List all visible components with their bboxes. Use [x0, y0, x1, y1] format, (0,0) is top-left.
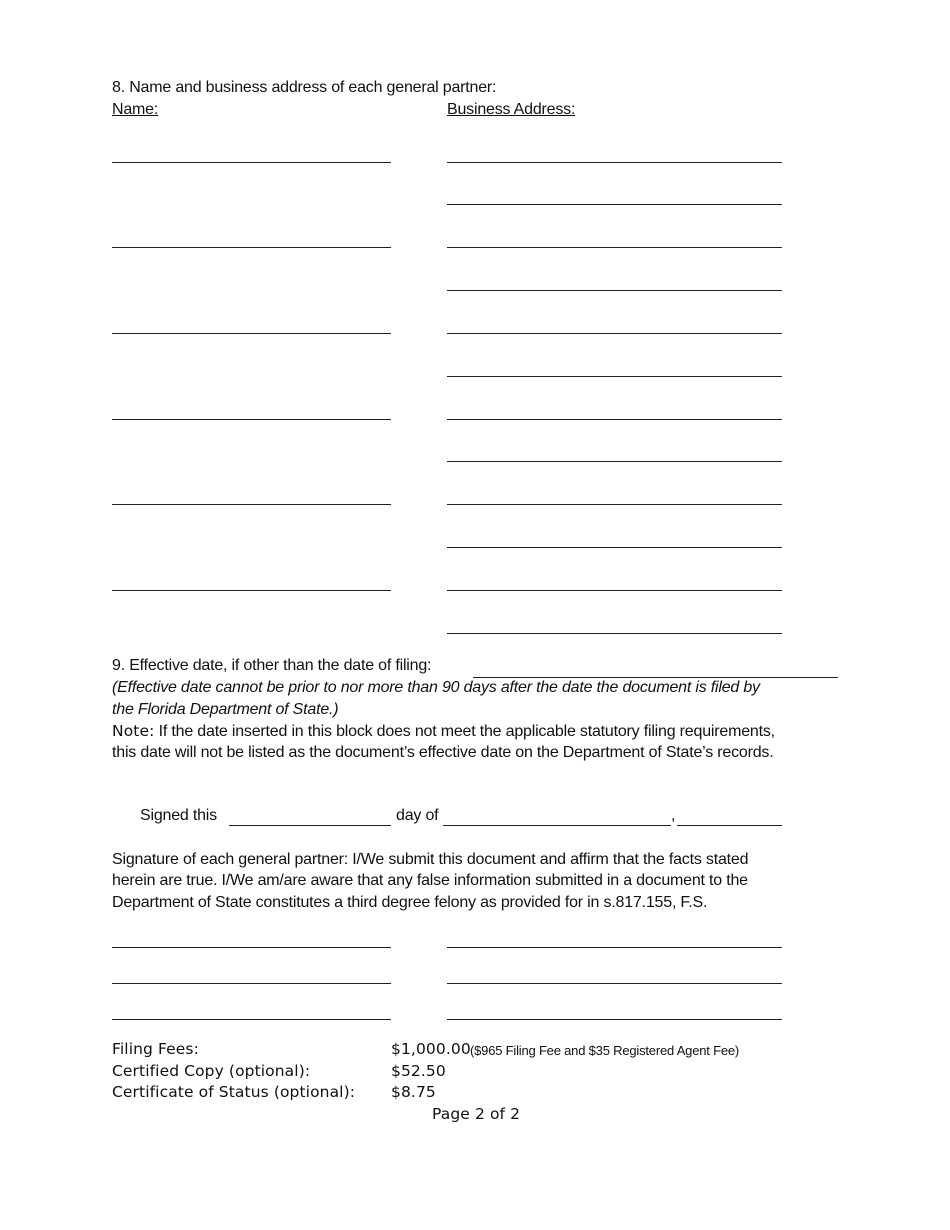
- signature-field-3[interactable]: [112, 983, 391, 984]
- partner-name-field-2[interactable]: [112, 247, 391, 248]
- effective-date-rule-line-2: the Florida Department of State.): [112, 701, 339, 718]
- partner-name-field-6[interactable]: [112, 590, 391, 591]
- effective-date-rule-line-1: (Effective date cannot be prior to nor more than 90 days after the date the document is filed by: [112, 679, 760, 696]
- partner-address-field-1a[interactable]: [447, 162, 782, 163]
- partner-name-field-4[interactable]: [112, 419, 391, 420]
- signed-day-field[interactable]: [229, 825, 391, 826]
- partner-address-field-4a[interactable]: [447, 419, 782, 420]
- signature-field-1[interactable]: [112, 947, 391, 948]
- section-8-heading: 8. Name and business address of each general partner:: [112, 79, 497, 96]
- partner-address-field-3b[interactable]: [447, 376, 782, 377]
- certified-copy-amount: $52.50: [391, 1062, 446, 1080]
- signed-this-label: Signed this: [140, 807, 217, 824]
- signature-field-6[interactable]: [447, 1019, 782, 1020]
- effective-date-label: 9. Effective date, if other than the date of filing:: [112, 657, 432, 674]
- signature-field-5[interactable]: [112, 1019, 391, 1020]
- note-label: Note:: [112, 722, 155, 740]
- partner-address-field-2a[interactable]: [447, 247, 782, 248]
- certified-copy-label: Certified Copy (optional):: [112, 1062, 311, 1080]
- partner-address-field-6a[interactable]: [447, 590, 782, 591]
- filing-fees-amount: $1,000.00: [391, 1040, 471, 1058]
- signature-statement-line-1: Signature of each general partner: I/We submit this document and affirm that the facts stated: [112, 851, 749, 868]
- partner-address-field-6b[interactable]: [447, 633, 782, 634]
- note-line-1: [112, 721, 775, 742]
- note-text-1: If the date inserted in this block does not meet the applicable statutory filing requirements,: [154, 723, 775, 740]
- signature-field-4[interactable]: [447, 983, 782, 984]
- signature-statement-line-3: Department of State constitutes a third degree felony as provided for in s.817.155, F.S.: [112, 894, 708, 911]
- partner-name-field-5[interactable]: [112, 504, 391, 505]
- certificate-status-label: Certificate of Status (optional):: [112, 1083, 356, 1101]
- partner-address-field-3a[interactable]: [447, 333, 782, 334]
- partner-address-field-2b[interactable]: [447, 290, 782, 291]
- partner-address-field-4b[interactable]: [447, 461, 782, 462]
- partner-name-field-1[interactable]: [112, 162, 391, 163]
- day-of-label: day of: [396, 807, 439, 824]
- partner-name-field-3[interactable]: [112, 333, 391, 334]
- filing-fees-label: Filing Fees:: [112, 1040, 199, 1058]
- signature-statement-line-2: herein are true. I/We am/are aware that any false information submitted in a document to the: [112, 872, 748, 889]
- name-column-label: Name:: [112, 101, 159, 118]
- partner-address-field-5a[interactable]: [447, 504, 782, 505]
- filing-fees-note: ($965 Filing Fee and $35 Registered Agent Fee): [470, 1043, 740, 1058]
- partner-address-field-5b[interactable]: [447, 547, 782, 548]
- certificate-status-amount: $8.75: [391, 1083, 436, 1101]
- signed-year-field[interactable]: [677, 825, 782, 826]
- signature-field-2[interactable]: [447, 947, 782, 948]
- page-number: Page 2 of 2: [432, 1105, 521, 1123]
- address-column-label: Business Address:: [447, 101, 576, 118]
- note-line-2: this date will not be listed as the document’s effective date on the Department of State’s records.: [112, 744, 774, 761]
- signed-month-field[interactable]: [443, 825, 671, 826]
- partner-address-field-1b[interactable]: [447, 204, 782, 205]
- date-comma: ,: [671, 807, 676, 824]
